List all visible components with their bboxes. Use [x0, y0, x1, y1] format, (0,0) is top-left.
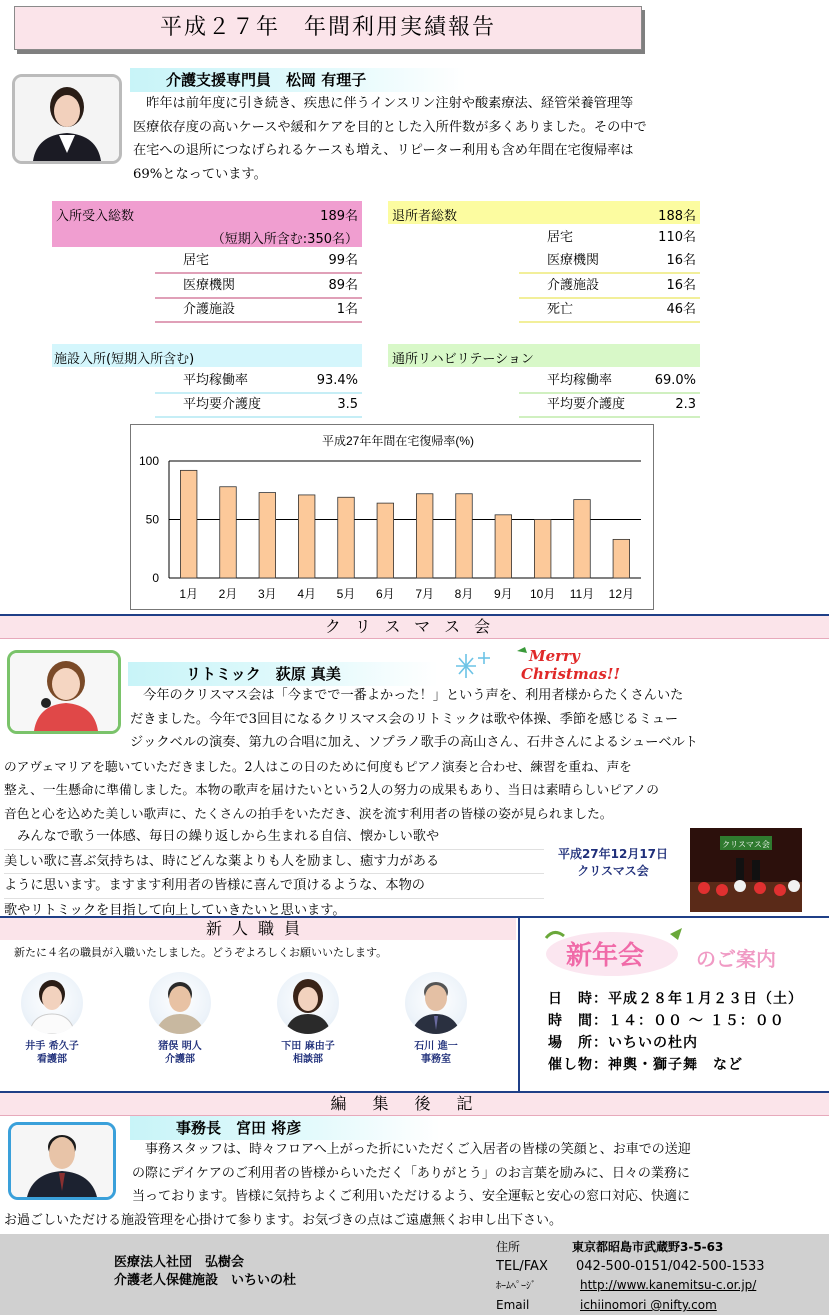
row-value: 110名: [658, 230, 696, 245]
x-tick-label: 6月: [375, 587, 395, 601]
discharge-row: [519, 249, 700, 274]
text-line: みんなで歌う一体感、毎日の繰り返しから生まれる自信、懐かしい歌や: [4, 825, 544, 850]
text-line: 整え、一生懸命に準備しました。本物の歌声を届けたいという2人の努力の成果もあり、当日は素晴らしいピアノの: [4, 782, 659, 797]
newyear-logo-sub: のご案内: [696, 947, 776, 971]
text-line: ジックベルの演奏、第九の合唱に加え、ソプラノ歌手の高山さん、石井さんによるシューベルト: [130, 735, 698, 750]
x-tick-label: 3月: [257, 587, 277, 601]
christmas-caption: [548, 846, 678, 880]
newyear-logo: [540, 924, 800, 980]
staff-name: 石川 進一: [414, 1041, 458, 1052]
chart-bar: [220, 487, 237, 578]
footer-contact: [496, 1238, 826, 1315]
row-value: 2.3: [675, 397, 696, 412]
discharge-total: 188名: [658, 209, 696, 224]
admission-total: 189名: [320, 209, 358, 224]
email-link[interactable]: ichiinomori @nifty.com: [580, 1298, 717, 1312]
org-name: 医療法人社団 弘樹会: [114, 1255, 245, 1270]
staff-card: [398, 972, 474, 1066]
y-tick-label: 100: [138, 454, 159, 468]
chart-bar: [180, 470, 197, 578]
text-line: だきました。今年で3回目になるクリスマス会のリトミックは歌や体操、季節を感じるミュー: [130, 711, 679, 727]
rehab-title: 通所リハビリテーション: [392, 352, 534, 367]
x-tick-label: 12月: [608, 587, 635, 601]
row-value: 1名: [336, 302, 358, 317]
row-value: 46名: [666, 302, 696, 317]
svg-text:Christmas!!: Christmas!!: [521, 665, 621, 683]
text-line: 事務スタッフは、時々フロアへ上がった折にいただくご入居者の皆様の笑顔と、お車での送迎: [132, 1142, 691, 1157]
admission-sub: （短期入所含む:350名）: [211, 232, 358, 247]
text-line: 当っております。皆様に気持ちよくご利用いただけるよう、安全運転と安心の窓口対応、快適に: [132, 1189, 690, 1204]
staff-photo: [149, 972, 211, 1034]
tel-label: TEL/FAX: [496, 1259, 548, 1274]
text-line: 医療依存度の高いケースや緩和ケアを目的とした入所件数が多くありました。その中で: [133, 119, 647, 135]
event-place: 場 所：いちいの杜内: [548, 1035, 698, 1051]
discharge-row: [519, 274, 700, 299]
homepage-label: ﾎｰﾑﾍﾟｰｼﾞ: [496, 1281, 536, 1292]
christmas-text-tail: [4, 825, 544, 922]
text-line: のアヴェマリアを聴いていただきました。2人はこの日のために何度もピアノ演奏と合わせ、練習を重ね、声を: [4, 758, 632, 774]
home-return-chart: [130, 424, 654, 610]
caption-event: クリスマス会: [577, 864, 649, 878]
editorial-section-bar: 編集後記: [0, 1091, 829, 1116]
staff-intro: 新たに４名の職員が入職いたしました。どうぞよろしくお願いいたします。: [14, 946, 388, 959]
staff-dept: 相談部: [293, 1054, 323, 1065]
text-line: ように思います。ますます利用者の皆様に喜んで頂けるような、本物の: [4, 874, 544, 899]
text-line: 昨年は前年度に引き続き、疾患に伴うインスリン注射や酸素療法、経管栄養管理等: [133, 96, 634, 111]
row-label: 医療機関: [547, 253, 600, 268]
staff-card: [142, 972, 218, 1066]
x-tick-label: 10月: [529, 587, 556, 601]
page-title: 平成２７年 年間利用実績報告: [14, 6, 642, 50]
footer-org: [114, 1254, 296, 1290]
row-label: 平均要介護度: [183, 397, 262, 412]
row-label: 死亡: [547, 302, 574, 317]
x-tick-label: 9月: [493, 587, 513, 601]
facility-row: [155, 369, 362, 394]
staff-photo: [21, 972, 83, 1034]
discharge-row: [519, 226, 700, 251]
staff-photo: [277, 972, 339, 1034]
row-label: 平均稼働率: [547, 373, 613, 388]
row-label: 居宅: [183, 253, 210, 268]
x-tick-label: 7月: [415, 587, 435, 601]
row-value: 16名: [666, 278, 696, 293]
row-label: 医療機関: [183, 278, 236, 293]
facility-name: 介護老人保健施設 いちいの杜: [114, 1273, 297, 1288]
facility-title: 施設入所(短期入所含む): [54, 352, 195, 367]
chart-bar: [534, 520, 551, 579]
x-tick-label: 5月: [336, 587, 356, 601]
admission-row: [155, 249, 362, 274]
row-value: 16名: [666, 253, 696, 268]
admission-header: [52, 201, 362, 247]
text-line: 今年のクリスマス会は「今までで一番よかった！」という声を、利用者様からたくさんいた: [130, 688, 684, 703]
author-photo: [12, 74, 122, 164]
x-tick-label: 11月: [569, 587, 595, 601]
x-tick-label: 1月: [179, 587, 199, 601]
row-value: 3.5: [337, 397, 358, 412]
snowflake-icon: [454, 650, 494, 682]
text-line: 在宅への退所につなげられるケースも増え、リピーター利用も含め年間在宅復帰率は: [133, 143, 634, 158]
chart-bar: [613, 539, 630, 578]
text-line: 美しい歌に喜ぶ気持ちは、時にどんな薬よりも人を励まし、癒す力がある: [4, 850, 544, 875]
row-value: 89名: [328, 278, 358, 293]
staff-name: 井手 希久子: [25, 1041, 79, 1052]
text-line: 音色と心を込めた美しい歌声に、たくさんの拍手をいただき、涙を流す利用者の皆様の姿が見られました。: [4, 805, 613, 821]
merry-christmas-logo: [513, 645, 623, 683]
x-tick-label: 8月: [454, 587, 474, 601]
newyear-logo-main: 新年会: [566, 941, 645, 971]
row-label: 介護施設: [183, 302, 236, 317]
report-text: [133, 92, 773, 186]
christmas-text: [0, 684, 800, 825]
christmas-party-photo: [690, 828, 802, 912]
discharge-row: [519, 298, 700, 323]
tel-value: 042-500-0151/042-500-1533: [576, 1259, 765, 1274]
row-label: 居宅: [547, 230, 574, 245]
christmas-author-banner: リトミック 荻原 真美: [128, 662, 438, 686]
staff-name: 下田 麻由子: [281, 1041, 335, 1052]
christmas-section-bar: クリスマス会: [0, 614, 829, 639]
event-date: 日 時：平成２８年１月２３日（土）: [548, 991, 803, 1007]
editorial-text: [0, 1138, 800, 1232]
rehab-row: [519, 369, 700, 394]
staff-photo: [405, 972, 467, 1034]
row-value: 99名: [328, 253, 358, 268]
staff-dept: 看護部: [37, 1054, 67, 1065]
text-line: 69%となっています。: [133, 166, 267, 182]
facility-header: [52, 344, 362, 367]
staff-dept: 事務室: [421, 1054, 451, 1065]
row-label: 介護施設: [547, 278, 600, 293]
staff-name: 猪俣 明人: [158, 1041, 202, 1052]
chart-title: 平成27年年間在宅復帰率(%): [321, 434, 475, 448]
text-line: お過ごしいただける施設管理を心掛けて参ります。お気づきの点はご遠慮無くお申し出下さい。: [4, 1212, 562, 1228]
staff-section-bar: 新人職員: [0, 918, 516, 940]
row-value: 69.0%: [654, 373, 696, 388]
chart-bar: [338, 497, 355, 578]
chart-bar: [574, 500, 591, 578]
event-time: 時 間：１４：００ ～ １５：００: [548, 1013, 785, 1029]
discharge-header: [388, 201, 700, 224]
x-tick-label: 2月: [218, 587, 238, 601]
caption-date: 平成27年12月17日: [557, 847, 669, 861]
address-label: 住所: [496, 1240, 521, 1254]
chart-bar: [456, 494, 473, 578]
event-program: 催し物：神輿・獅子舞 など: [548, 1057, 743, 1073]
editor-author-banner: 事務長 宮田 将彦: [130, 1116, 440, 1140]
svg-text:Merry: Merry: [529, 647, 580, 665]
row-label: 平均稼働率: [183, 373, 249, 388]
row-label: 平均要介護度: [547, 397, 626, 412]
newyear-details: [548, 988, 818, 1076]
rehab-row: [519, 393, 700, 418]
homepage-link[interactable]: http://www.kanemitsu-c.or.jp/: [580, 1278, 757, 1292]
text-line: の際にデイケアのご利用者の皆様からいただく「ありがとう」のお言葉を励みに、日々の業務に: [132, 1165, 690, 1181]
email-label: Email: [496, 1298, 530, 1312]
staff-dept: 介護部: [165, 1054, 195, 1065]
address-value: 東京都昭島市武蔵野3-5-63: [572, 1240, 724, 1254]
row-value: 93.4%: [316, 373, 358, 388]
staff-card: [270, 972, 346, 1066]
y-tick-label: 0: [152, 571, 159, 585]
rehab-header: [388, 344, 700, 367]
staff-card: [14, 972, 90, 1066]
text-line: 歌やリトミックを目指して向上していきたいと思います。: [4, 902, 346, 918]
x-tick-label: 4月: [297, 587, 317, 601]
discharge-title: 退所者総数: [392, 209, 458, 224]
chart-bar: [495, 515, 512, 578]
admission-row: [155, 298, 362, 323]
facility-row: [155, 393, 362, 418]
chart-bar: [259, 493, 276, 578]
section-author-banner: 介護支援専門員 松岡 有理子: [130, 68, 466, 92]
admission-row: [155, 274, 362, 299]
admission-title: 入所受入総数: [56, 209, 135, 224]
party-sign-text: クリスマス会: [722, 840, 770, 849]
chart-bar: [298, 495, 315, 578]
chart-bar: [377, 503, 394, 578]
y-tick-label: 50: [145, 512, 159, 527]
chart-bar: [416, 494, 433, 578]
